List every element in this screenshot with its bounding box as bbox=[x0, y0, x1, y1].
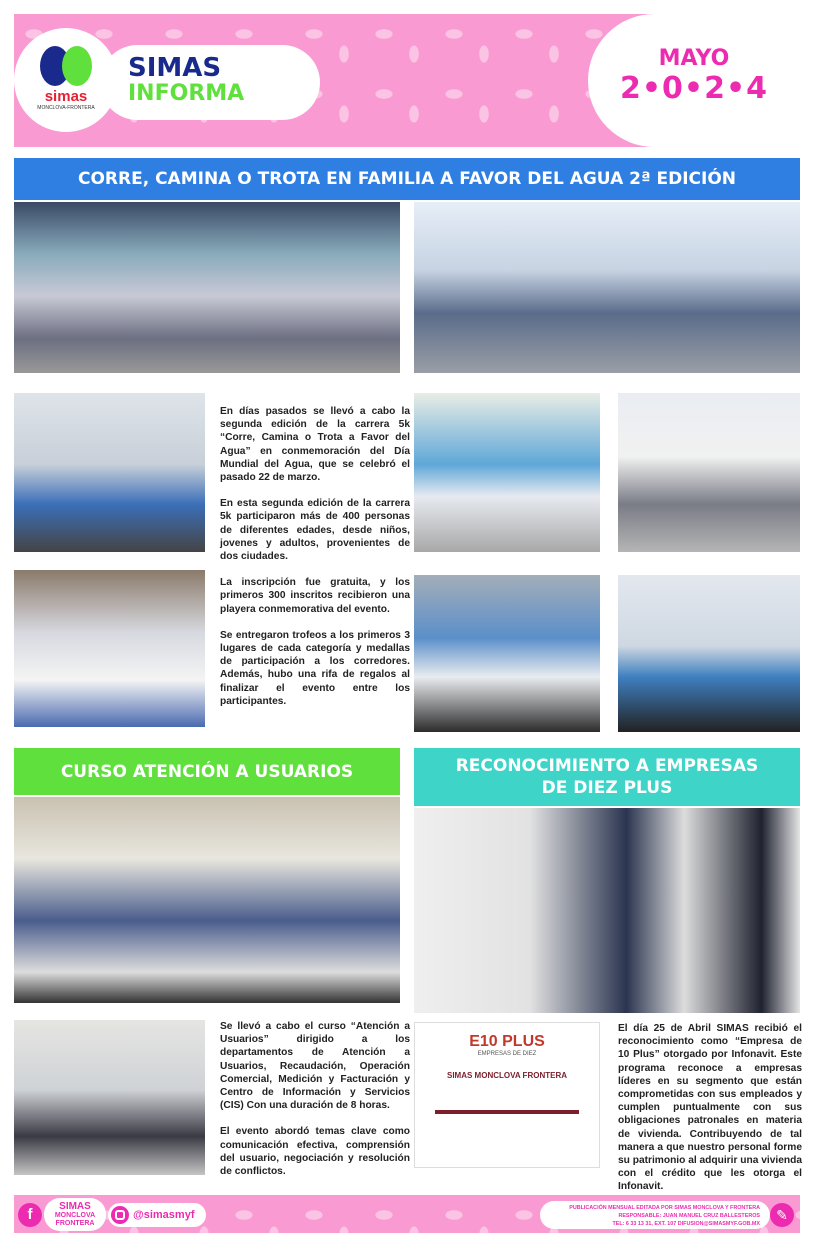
date-badge bbox=[588, 14, 800, 147]
race-paragraph: En días pasados se llevó a cabo la segunda edición de la carrera 5k “Corre, Camina o Trota a Favor del Agua” en conmemoración del Día Mundial del Agua, que se celebró el pasado 22 de marzo. bbox=[220, 406, 410, 484]
race-paragraph: En esta segunda edición de la carrera 5k participaron más de 400 personas de diferentes edades, desde niños, jovenes y adultos, provenientes de dos ciudades. bbox=[220, 498, 410, 563]
course-paragraph: El evento abordó temas clave como comunicación efectiva, comprensión del usuario, negociación y resolución de conflictos. bbox=[220, 1126, 410, 1178]
photo-podium-adults bbox=[618, 575, 800, 732]
logo-drop-icon bbox=[36, 44, 96, 88]
certificate-image bbox=[414, 1022, 600, 1168]
certificate-company: SIMAS MONCLOVA FRONTERA bbox=[447, 1071, 567, 1080]
section-title-course: CURSO ATENCIÓN A USUARIOS bbox=[14, 748, 400, 795]
race-article bbox=[220, 405, 410, 721]
footer-brand-line: SIMAS bbox=[59, 1201, 91, 1212]
photo-participants-medals bbox=[618, 393, 800, 552]
photo-course-participants bbox=[14, 1020, 205, 1175]
recognition-title-line1: RECONOCIMIENTO A EMPRESAS bbox=[455, 756, 759, 776]
photo-race-start-arch bbox=[414, 202, 800, 373]
instagram-link[interactable] bbox=[108, 1203, 206, 1227]
recognition-paragraph: El día 25 de Abril SIMAS recibió el reconocimiento como “Empresa de 10 Plus” otorgado por Infonavit. Este programa reconoce a empresas líderes en su segmento que están comprometidas con sus empleados y cumplen puntualmente con sus obligaciones patronales en materia de vivienda. Contribuyendo de tal manera a que nuestro personal forme su patrimonio al adquirir una vivienda con el crédito que les otorga el Infonavit. bbox=[618, 1023, 802, 1193]
date-month: MAYO bbox=[658, 46, 730, 71]
recognition-article bbox=[618, 1022, 802, 1207]
course-paragraph: Se llevó a cabo el curso “Atención a Usuarios” dirigido a los departamentos de Atención a Usuarios, Recaudación, Operación Comercial, Medición y Facturación y Centro de Información y Servicios (CIS) Con una duración de 8 horas. bbox=[220, 1021, 410, 1112]
footer-brand-line: FRONTERA bbox=[55, 1220, 95, 1227]
footer-brand bbox=[44, 1198, 106, 1231]
race-paragraph: La inscripción fue gratuita, y los primeros 300 inscritos recibieron una playera conmemorativa del evento. bbox=[220, 577, 410, 615]
race-paragraph: Se entregaron trofeos a los primeros 3 lugares de cada categoría y medallas de participación a los corredores. Además, hubo una rifa de regalos al finalizar el evento entre los participantes. bbox=[220, 629, 410, 707]
course-article bbox=[220, 1020, 410, 1191]
title-pill bbox=[100, 45, 320, 120]
photo-selfie-runner bbox=[14, 570, 205, 727]
recognition-title-line2: DE DIEZ PLUS bbox=[541, 778, 673, 798]
instagram-icon bbox=[111, 1206, 129, 1224]
footer-brand-line: MONCLOVA bbox=[54, 1212, 96, 1219]
instagram-handle: @simasmyf bbox=[133, 1209, 195, 1221]
logo-subtext: MONCLOVA-FRONTERA bbox=[37, 105, 95, 111]
photo-award-handshake bbox=[414, 808, 800, 1013]
date-year: 2•0•2•4 bbox=[619, 71, 769, 106]
title-simas: SIMAS bbox=[128, 53, 222, 83]
photo-group-selfie bbox=[414, 575, 600, 732]
photo-course-classroom bbox=[14, 797, 400, 1003]
section-title-race: CORRE, CAMINA O TROTA EN FAMILIA A FAVOR DEL AGUA 2ª EDICIÓN bbox=[14, 158, 800, 200]
footer-credit-line: RESPONSABLE: JUAN MANUEL CRUZ BALLESTEROS bbox=[618, 1213, 760, 1219]
photo-runners-group bbox=[414, 393, 600, 552]
section-title-recognition bbox=[414, 748, 800, 806]
certificate-subtitle: EMPRESAS DE DIEZ bbox=[477, 1051, 537, 1057]
photo-race-start-crowd bbox=[14, 202, 400, 373]
footer-credit-line: TEL: 6 33 13 31, EXT. 107 DIFUSION@SIMASMYF.GOB.MX bbox=[612, 1221, 760, 1227]
logo-text: simas bbox=[44, 88, 88, 105]
footer-credits bbox=[540, 1201, 770, 1229]
facebook-icon[interactable]: f bbox=[18, 1203, 42, 1227]
photo-podium-winners bbox=[14, 393, 205, 552]
title-informa: INFORMA bbox=[128, 81, 245, 106]
footer-credit-line: PUBLICACIÓN MENSUAL EDITADA POR SIMAS MONCLOVA Y FRONTERA bbox=[569, 1205, 760, 1211]
pencil-icon: ✎ bbox=[770, 1203, 794, 1227]
certificate-badge: E10 PLUS bbox=[469, 1033, 545, 1050]
